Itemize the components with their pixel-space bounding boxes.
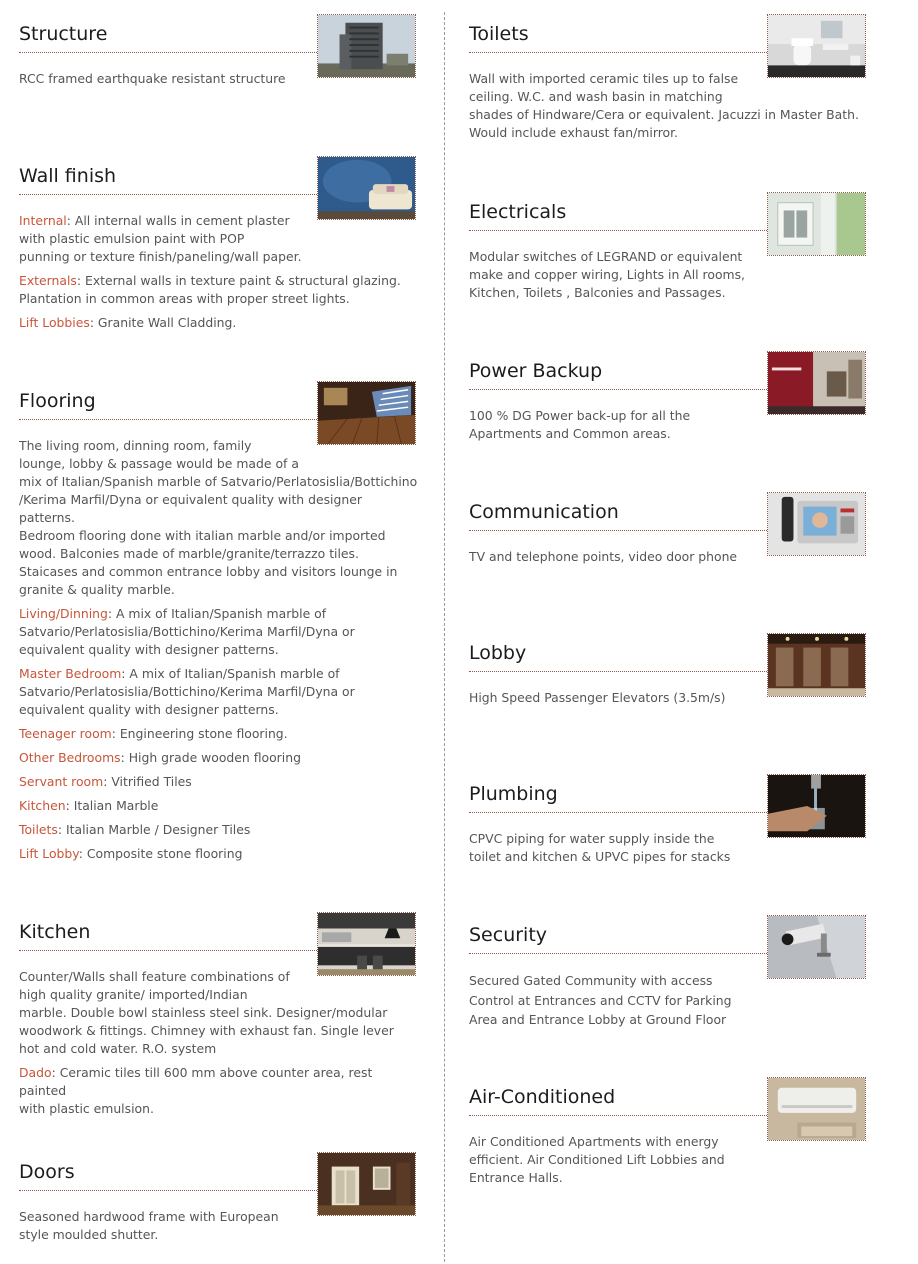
spec-line <box>19 665 421 719</box>
spec-line <box>19 605 421 659</box>
section-text: CPVC piping for water supply inside the toilet and kitchen & UPVC pipes for stacks <box>469 831 731 864</box>
section-text: Air Conditioned Apartments with energy efficient. Air Conditioned Lift Lobbies and Entrance Halls. <box>469 1134 725 1185</box>
spec-line <box>19 821 421 839</box>
elevator-lobby-image <box>767 633 866 697</box>
water-tap-glass-image <box>767 774 866 838</box>
spec-label: Kitchen <box>19 798 66 813</box>
spec-value: : Composite stone flooring <box>78 846 243 861</box>
section-rule <box>19 419 317 420</box>
section-title: Lobby <box>469 642 527 664</box>
spec-label: Living/Dinning <box>19 606 108 621</box>
section-text: Secured Gated Community with access Control at Entrances and CCTV for Parking Area and Entrance Lobby at Ground Floor <box>469 973 732 1027</box>
spec-label: Other Bedrooms <box>19 750 121 765</box>
spec-value: : High grade wooden flooring <box>120 750 301 765</box>
spec-value: : Italian Marble / Designer Tiles <box>57 822 251 837</box>
section-title: Electricals <box>469 201 567 223</box>
section-title: Doors <box>19 1161 75 1183</box>
section-rule <box>469 1115 767 1116</box>
section-text <box>19 968 421 1124</box>
spec-value: : All internal walls in cement plaster with plastic emulsion paint with POP punning or texture finish/paneling/wall paper. <box>19 213 302 264</box>
spec-line <box>19 797 421 815</box>
bathroom-image <box>767 14 866 78</box>
section-text: Modular switches of LEGRAND or equivalent make and copper wiring, Lights in All rooms, Kitchen, Toilets , Balconies and Passages. <box>469 249 745 300</box>
blue-wall-armchair-image <box>317 156 416 220</box>
spec-value: : Italian Marble <box>65 798 159 813</box>
section-title: Plumbing <box>469 783 558 805</box>
column-divider <box>444 12 445 1262</box>
split-air-conditioner-image <box>767 1077 866 1141</box>
spec-label: Lift Lobbies <box>19 315 90 330</box>
spec-label: Lift Lobby <box>19 846 79 861</box>
spec-line <box>19 773 421 791</box>
tall-building-image <box>317 14 416 78</box>
section-rule <box>19 194 317 195</box>
section-text: 100 % DG Power back-up for all the Apartments and Common areas. <box>469 408 691 441</box>
spec-line <box>19 314 419 332</box>
section-title: Air-Conditioned <box>469 1086 616 1108</box>
red-wall-interior-image <box>767 351 866 415</box>
section-title: Structure <box>19 23 108 45</box>
section-text: Wall with imported ceramic tiles up to false ceiling. W.C. and wash basin in matching shades of Hindware/Cera or equivalent. Jacuzzi in Master Bath. Would include exhaust fan/mirror. <box>469 71 859 140</box>
spec-value: : Vitrified Tiles <box>103 774 192 789</box>
section-rule <box>469 953 767 954</box>
section-text: Seasoned hardwood frame with European style moulded shutter. <box>19 1209 279 1242</box>
section-rule <box>469 52 767 53</box>
spec-label: Master Bedroom <box>19 666 122 681</box>
section-rule <box>469 530 767 531</box>
spec-intro: The living room, dinning room, family lounge, lobby & passage would be made of a mix of Italian/Spanish marble of Satvario/Perlatosislia/Bottichino /Kerima Marfil/Dyna or equivalent quality with designer patterns. Bedroom flooring done with italian marble and/or imported wood. Balconies made of marble/granite/terrazzo tiles. Staicases and common entrance lobby and visitors lounge in granite & quality marble. <box>19 438 418 597</box>
spec-intro: Counter/Walls shall feature combinations of high quality granite/ imported/Indian marble. Double bowl stainless steel sink. Designer/modular woodwork & fittings. Chimney with exhaust fan. Single lever hot and cold water. R.O. system <box>19 969 394 1056</box>
spec-label: Internal <box>19 213 67 228</box>
wooden-doors-room-image <box>317 1152 416 1216</box>
section-title: Power Backup <box>469 360 603 382</box>
section-text: RCC framed earthquake resistant structure <box>19 71 286 86</box>
spec-line <box>19 845 421 863</box>
spec-line <box>19 749 421 767</box>
section-rule <box>469 812 767 813</box>
section-rule <box>19 52 317 53</box>
section-text <box>19 212 419 338</box>
section-title: Wall finish <box>19 165 117 187</box>
wooden-floor-staircase-image <box>317 381 416 445</box>
section-title: Toilets <box>469 23 529 45</box>
spec-line <box>19 212 419 266</box>
section-title: Flooring <box>19 390 96 412</box>
spec-label: Toilets <box>19 822 58 837</box>
section-rule <box>469 389 767 390</box>
video-door-phone-image <box>767 492 866 556</box>
section-text: High Speed Passenger Elevators (3.5m/s) <box>469 690 726 705</box>
spec-label: Dado <box>19 1065 52 1080</box>
spec-value: : Engineering stone flooring. <box>111 726 288 741</box>
section-rule <box>469 230 767 231</box>
spec-value: : A mix of Italian/Spanish marble of Satvario/Perlatosislia/Bottichino/Kerima Marfil/Dyna or equivalent quality with designer patterns. <box>19 606 355 657</box>
section-rule <box>19 950 317 951</box>
section-title: Communication <box>469 501 619 523</box>
spec-line <box>19 1064 421 1118</box>
spec-value: : External walls in texture paint & structural glazing. Plantation in common areas with proper street lights. <box>19 273 401 306</box>
section-rule <box>469 671 767 672</box>
section-title: Kitchen <box>19 921 91 943</box>
section-text <box>19 437 421 869</box>
spec-label: Externals <box>19 273 77 288</box>
section-title: Security <box>469 924 548 946</box>
spec-label: Teenager room <box>19 726 112 741</box>
spec-value: : A mix of Italian/Spanish marble of Satvario/Perlatosislia/Bottichino/Kerima Marfil/Dyna or equivalent quality with designer patterns. <box>19 666 355 717</box>
spec-value: : Granite Wall Cladding. <box>89 315 237 330</box>
modular-kitchen-image <box>317 912 416 976</box>
spec-label: Servant room <box>19 774 104 789</box>
modular-switch-image <box>767 192 866 256</box>
spec-value: : Ceramic tiles till 600 mm above counter area, rest painted with plastic emulsion. <box>19 1065 373 1116</box>
spec-line <box>19 725 421 743</box>
cctv-camera-image <box>767 915 866 979</box>
spec-line <box>19 272 419 308</box>
section-text: TV and telephone points, video door phone <box>469 549 738 564</box>
section-rule <box>19 1190 317 1191</box>
